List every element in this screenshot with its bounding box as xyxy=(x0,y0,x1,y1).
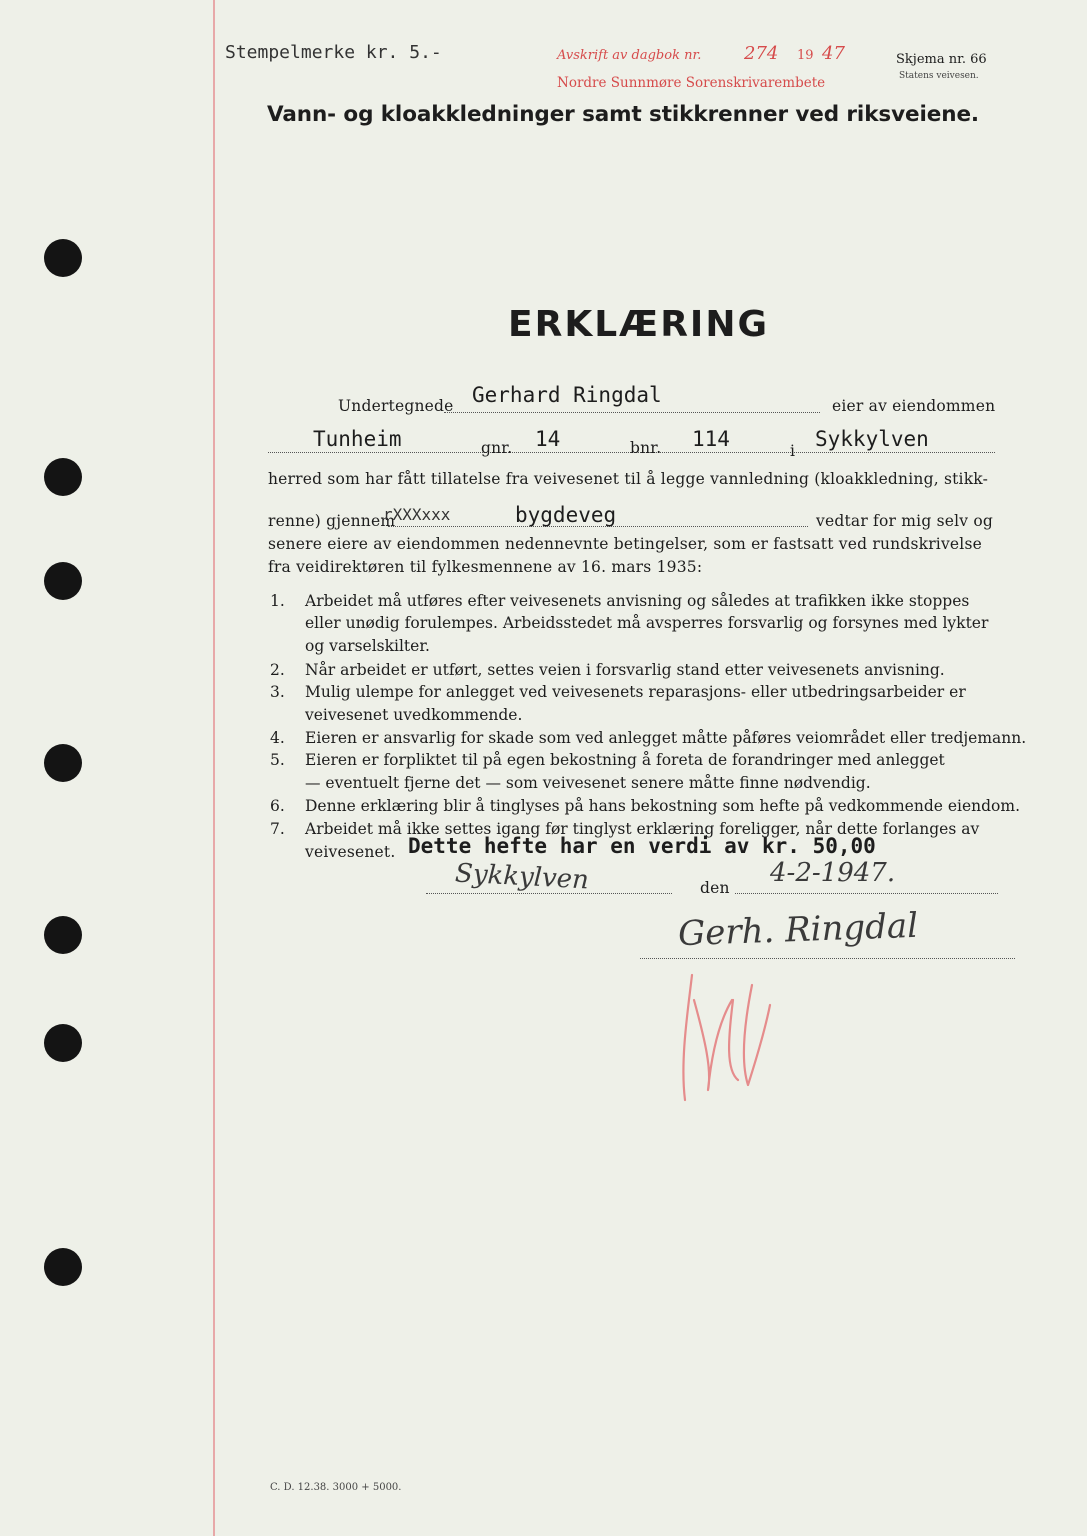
footer-print-code: C. D. 12.38. 3000 + 5000. xyxy=(270,1482,402,1493)
skjema-number: Skjema nr. 66 xyxy=(896,52,987,67)
condition-text: Når arbeidet er utført, settes veien i forsvarlig stand etter veivesenets anvisning. xyxy=(305,661,945,679)
den-label: den xyxy=(700,879,730,897)
gnr-value: 14 xyxy=(535,427,561,451)
hefte-value-typed: Dette hefte har en verdi av kr. 50,00 xyxy=(408,834,876,858)
condition-number: 4. xyxy=(270,729,285,747)
condition-text: Mulig ulempe for anlegget ved veivesenets reparasjons- eller utbedringsarbeider er xyxy=(305,683,966,701)
document-title: ERKLÆRING xyxy=(508,304,769,345)
i-label: i xyxy=(790,442,796,460)
eier-label: eier av eiendommen xyxy=(832,397,996,415)
vedtar-text: vedtar for mig selv og xyxy=(816,512,993,530)
condition-number: 2. xyxy=(270,661,285,679)
bnr-label: bnr. xyxy=(630,439,662,457)
condition-number: 6. xyxy=(270,797,285,815)
condition-text: Eieren er ansvarlig for skade som ved anlegget måtte påføres veiområdet eller tredjemann. xyxy=(305,729,1027,747)
year-suffix: 47 xyxy=(822,43,845,64)
condition-number: 3. xyxy=(270,683,285,701)
condition-text: veivesenet uvedkommende. xyxy=(305,706,523,724)
condition-number: 7. xyxy=(270,820,285,838)
avskrift-label: Avskrift av dagbok nr. xyxy=(557,48,702,63)
dagbok-number: 274 xyxy=(744,43,779,64)
text-line-senere: senere eiere av eiendommen nedennevnte betingelser, som er fastsatt ved rundskrivelse xyxy=(268,535,982,553)
year-prefix: 19 xyxy=(797,48,814,63)
text-line-herred: herred som har fått tillatelse fra veivesenet til å legge vannledning (kloakkledning, stikk- xyxy=(268,470,989,488)
condition-text: Arbeidet må utføres efter veivesenets anvisning og således at trafikken ikke stoppes xyxy=(305,592,970,610)
office-stamp: Nordre Sunnmøre Sorenskrivarembete xyxy=(557,75,826,91)
road-type: bygdeveg xyxy=(515,503,617,527)
renne-label: renne) gjennem xyxy=(268,512,396,530)
signing-place: Sykkylven xyxy=(454,858,590,896)
owner-signature: Gerh. Ringdal xyxy=(677,905,919,955)
main-heading: Vann- og kloakkledninger samt stikkrenner ved riksveiene. xyxy=(267,102,979,127)
condition-text: Arbeidet må ikke settes igang før tinglyst erklæring foreligger, når dette forlanges av xyxy=(305,820,980,838)
text-line-fra: fra veidirektøren til fylkesmennene av 16. mars 1935: xyxy=(268,558,703,576)
condition-text: eller unødig forulempes. Arbeidsstedet må avsperres forsvarlig og forsynes med lykter xyxy=(305,614,989,632)
stamp-text: Stempelmerke kr. 5.- xyxy=(225,42,442,63)
condition-number: 5. xyxy=(270,751,285,769)
statens-veivesen: Statens veivesen. xyxy=(899,71,979,81)
bnr-value: 114 xyxy=(692,427,730,451)
owner-name: Gerhard Ringdal xyxy=(472,383,662,407)
struck-road-type: rXXXxxx xyxy=(383,505,451,524)
undertegnede-label: Undertegnede xyxy=(338,397,454,415)
condition-text: og varselskilter. xyxy=(305,637,430,655)
condition-text: — eventuelt fjerne det — som veivesenet senere måtte finne nødvendig. xyxy=(305,774,871,792)
municipality: Sykkylven xyxy=(815,427,929,451)
condition-text: Eieren er forpliktet til på egen bekostning å foreta de forandringer med anlegget xyxy=(305,751,945,769)
condition-number: 1. xyxy=(270,592,285,610)
veivesenet-text: veivesenet. xyxy=(305,843,396,861)
condition-text: Denne erklæring blir å tinglyses på hans bekostning som hefte på vedkommende eiendom. xyxy=(305,797,1021,815)
gnr-label: gnr. xyxy=(481,439,513,457)
signing-date: 4-2-1947. xyxy=(770,858,896,888)
property-name: Tunheim xyxy=(313,427,402,451)
